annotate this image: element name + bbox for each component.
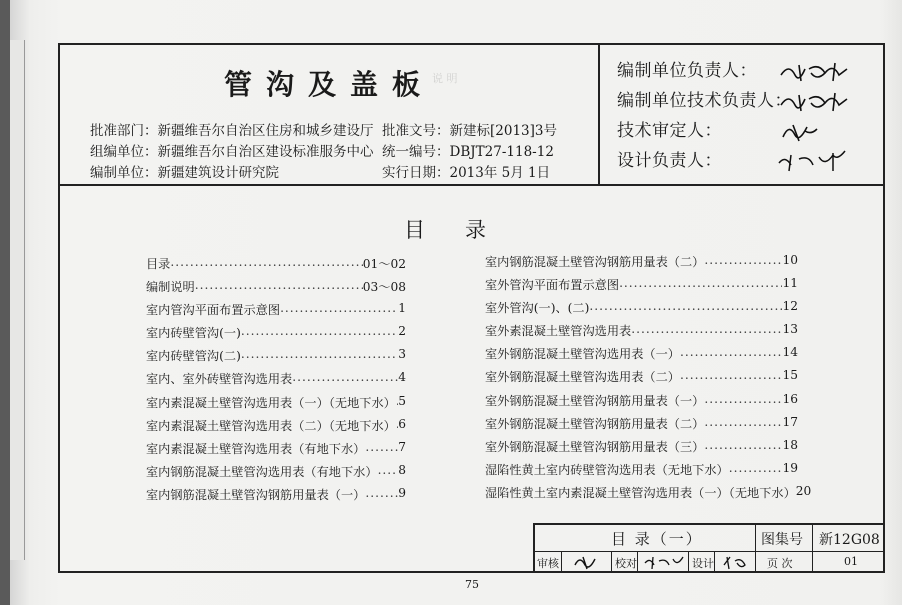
- signature-row: [617, 56, 855, 86]
- toc-entry[interactable]: 室内钢筋混凝土壁管沟选用表（有地下水） ..... 8: [146, 463, 406, 486]
- drawing-title: 目 录（一）: [611, 530, 703, 548]
- check-label: 校对: [615, 557, 637, 570]
- page-edge: [10, 40, 25, 560]
- toc-entry[interactable]: 室内素混凝土壁管沟选用表（有地下水） ..... 7: [146, 440, 406, 463]
- toc-entry[interactable]: 湿陷性黄土室内素混凝土壁管沟选用表（一）（无地下水） 20: [485, 483, 812, 500]
- toc-entry[interactable]: 目录 ..... 01～02: [146, 255, 406, 278]
- toc-right-column: [485, 253, 812, 507]
- toc-entry[interactable]: 室外素混凝土壁管沟选用表 ..... 13: [485, 322, 798, 345]
- page-number: 01: [844, 555, 858, 568]
- effective-date: 实行日期：2013年 5月 1日: [382, 165, 551, 181]
- review-label: 审核: [537, 557, 559, 570]
- organizing-unit: 组编单位：新疆维吾尔自治区建设标准服务中心: [90, 144, 374, 160]
- design-label: 设计: [692, 557, 714, 570]
- divider: [533, 551, 885, 552]
- toc-entry[interactable]: 室外钢筋混凝土壁管沟钢筋用量表（一） ..... 16: [485, 392, 798, 415]
- responsible-persons: [617, 56, 855, 176]
- header-divider-vertical: [598, 45, 600, 185]
- title-block: [533, 523, 885, 571]
- toc-entry[interactable]: 室外管沟(一)、(二) ..... 12: [485, 299, 798, 322]
- toc-left-column: [146, 255, 406, 509]
- divider: [714, 551, 715, 571]
- toc-entry[interactable]: 室内管沟平面布置示意图 ..... 1: [146, 301, 406, 324]
- checker-signature: [643, 553, 685, 571]
- book-spine: [0, 0, 10, 605]
- approval-department: 批准部门：新疆维吾尔自治区住房和城乡建设厅: [90, 123, 374, 139]
- divider: [637, 551, 638, 571]
- toc-entry[interactable]: 湿陷性黄土室内砖壁管沟选用表（无地下水） ..... 19: [485, 461, 798, 484]
- toc-entry[interactable]: 室外管沟平面布置示意图 ..... 11: [485, 276, 798, 299]
- toc-entry[interactable]: 室外钢筋混凝土壁管沟钢筋用量表（二） ..... 17: [485, 415, 798, 438]
- bleed-through-text: 说 明: [432, 72, 458, 85]
- toc-heading: 目录: [404, 218, 526, 242]
- signature-label: 编制单位技术负责人：: [617, 91, 792, 111]
- toc-entry[interactable]: 室外钢筋混凝土壁管沟选用表（一） ..... 14: [485, 345, 798, 368]
- handwritten-signature: [775, 89, 855, 115]
- toc-entry[interactable]: 室外钢筋混凝土壁管沟选用表（二） ..... 15: [485, 368, 798, 391]
- divider: [755, 523, 756, 571]
- toc-entry[interactable]: 室内钢筋混凝土壁管沟钢筋用量表（一） ..... 9: [146, 486, 406, 509]
- toc-entry[interactable]: 室内素混凝土壁管沟选用表（一）（无地下水） ..... 5: [146, 394, 406, 417]
- toc-entry[interactable]: 室外钢筋混凝土壁管沟钢筋用量表（三） ..... 18: [485, 438, 798, 461]
- handwritten-signature: [775, 149, 855, 175]
- divider: [812, 523, 813, 571]
- divider: [611, 551, 612, 571]
- toc-entry[interactable]: 室内素混凝土壁管沟选用表（二）（无地下水） ..... 6: [146, 417, 406, 440]
- toc-entry[interactable]: 室内、室外砖壁管沟选用表 ..... 4: [146, 370, 406, 393]
- signature-row: [617, 86, 855, 116]
- approval-row: [90, 142, 557, 163]
- divider: [561, 551, 562, 571]
- toc-entry[interactable]: 室内砖壁管沟(一) ..... 2: [146, 324, 406, 347]
- unified-number: 统一编号：DBJT27-118-12: [382, 144, 554, 160]
- signature-label: 设计负责人：: [617, 151, 722, 171]
- signature-row: [617, 146, 855, 176]
- toc-entry[interactable]: 室内钢筋混凝土壁管沟钢筋用量表（二） ..... 10: [485, 253, 798, 276]
- handwritten-signature: [775, 59, 855, 85]
- designer-signature: [721, 553, 753, 571]
- signature-label: 编制单位负责人：: [617, 61, 757, 81]
- reviewer-signature: [571, 553, 605, 571]
- signature-row: [617, 116, 855, 146]
- approval-info: [90, 121, 557, 184]
- page-label: 页 次: [767, 557, 793, 570]
- signature-label: 技术审定人：: [617, 121, 722, 141]
- approval-row: [90, 121, 557, 142]
- approval-row: [90, 163, 557, 184]
- divider: [533, 523, 535, 571]
- atlas-number-label: 图集号: [761, 532, 803, 548]
- atlas-number: 新12G08: [819, 532, 880, 548]
- header-divider-horizontal: [60, 184, 883, 186]
- handwritten-signature: [775, 119, 835, 145]
- book-page-number: 75: [465, 578, 479, 591]
- header-info: [60, 45, 598, 185]
- divider: [533, 523, 885, 525]
- toc-entry[interactable]: 室内砖壁管沟(二) ..... 3: [146, 347, 406, 370]
- document-title: 管沟及盖板: [223, 68, 434, 101]
- compiling-unit: 编制单位：新疆建筑设计研究院: [90, 165, 279, 181]
- divider: [688, 551, 689, 571]
- toc-entry[interactable]: 编制说明 ..... 03～08: [146, 278, 406, 301]
- approval-number: 批准文号：新建标[2013]3号: [382, 123, 557, 139]
